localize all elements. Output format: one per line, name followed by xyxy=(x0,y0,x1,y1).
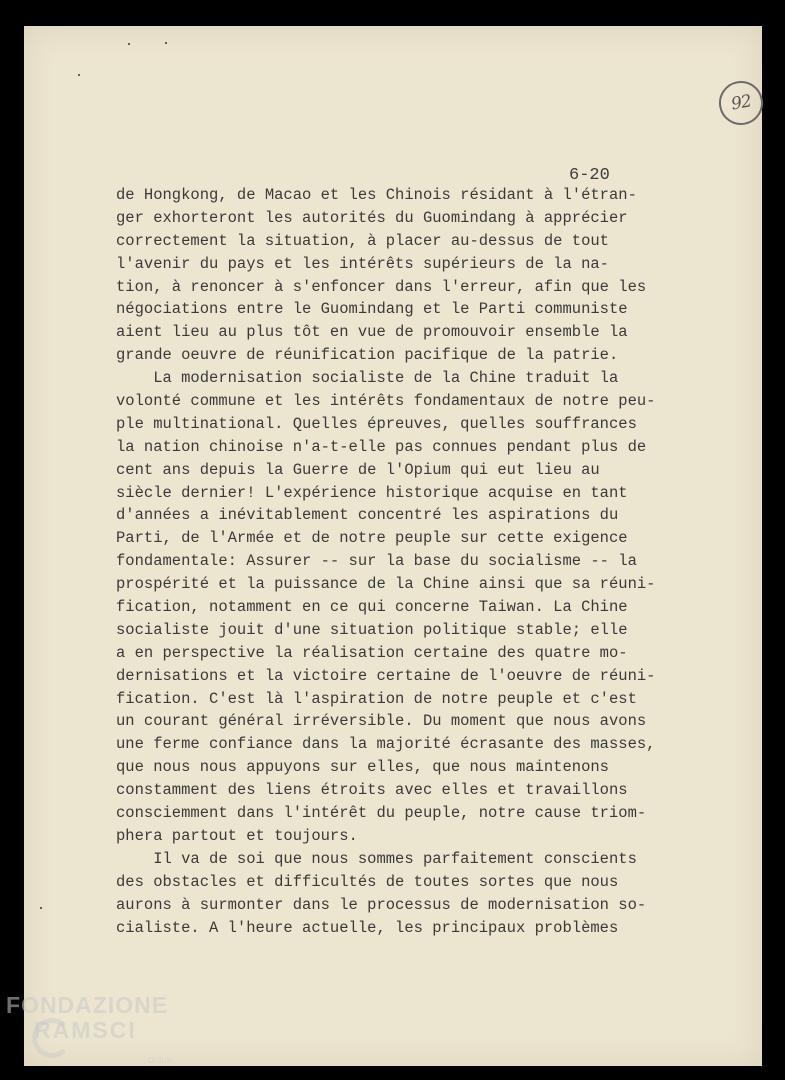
speck-mark xyxy=(128,43,130,45)
text-line: ple multinational. Quelles épreuves, quelles souffrances xyxy=(116,414,637,433)
typed-body-text xyxy=(116,184,656,939)
text-line: a en perspective la réalisation certaine des quatre mo- xyxy=(116,643,628,662)
text-line: l'avenir du pays et les intérêts supérieurs de la na- xyxy=(116,254,609,273)
text-line: cialiste. A l'heure actuelle, les principaux problèmes xyxy=(116,918,619,937)
text-line: La modernisation socialiste de la Chine traduit la xyxy=(116,369,619,388)
text-line: fondamentale: Assurer -- sur la base du socialisme -- la xyxy=(116,552,637,571)
text-line: socialiste jouit d'une situation politique stable; elle xyxy=(116,620,628,639)
fondazione-gramsci-watermark xyxy=(6,994,168,1042)
text-line: négociations entre le Guomindang et le Parti communiste xyxy=(116,300,628,319)
text-line: constamment des liens étroits avec elles et travaillons xyxy=(116,781,628,800)
speck-mark xyxy=(78,74,80,76)
page-number: 6-20 xyxy=(569,166,610,185)
text-line: ger exhorteront les autorités du Guomindang à apprécier xyxy=(116,208,628,227)
text-line: siècle dernier! L'expérience historique acquise en tant xyxy=(116,483,628,502)
watermark-line-1: FONDAZIONE xyxy=(6,992,169,1018)
text-line: d'années a inévitablement concentré les aspirations du xyxy=(116,506,619,525)
text-line: dernisations et la victoire certaine de l'oeuvre de réuni- xyxy=(116,666,656,685)
text-line: fication. C'est là l'aspiration de notre peuple et c'est xyxy=(116,689,637,708)
text-line: correctement la situation, à placer au-dessus de tout xyxy=(116,231,609,250)
text-line: la nation chinoise n'a-t-elle pas connues pendant plus de xyxy=(116,437,647,456)
text-line: grande oeuvre de réunification pacifique de la patrie. xyxy=(116,346,619,365)
archive-page-number: 92 xyxy=(729,91,753,115)
text-line: fication, notamment en ce qui concerne Taiwan. La Chine xyxy=(116,598,628,617)
text-line: un courant général irréversible. Du moment que nous avons xyxy=(116,712,647,731)
text-line: des obstacles et difficultés de toutes sortes que nous xyxy=(116,872,619,891)
text-line: cent ans depuis la Guerre de l'Opium qui eut lieu au xyxy=(116,460,600,479)
watermark-small-text: onlus xyxy=(148,1055,172,1066)
text-line: Parti, de l'Armée et de notre peuple sur cette exigence xyxy=(116,529,628,548)
text-line: aient lieu au plus tôt en vue de promouvoir ensemble la xyxy=(116,323,628,342)
text-line: une ferme confiance dans la majorité écrasante des masses, xyxy=(116,735,656,754)
text-line: que nous nous appuyons sur elles, que nous maintenons xyxy=(116,758,609,777)
archive-page-stamp xyxy=(716,78,767,129)
text-line: tion, à renoncer à s'enfoncer dans l'erreur, afin que les xyxy=(116,277,647,296)
text-line: de Hongkong, de Macao et les Chinois résidant à l'étran- xyxy=(116,186,637,204)
text-line: volonté commune et les intérêts fondamentaux de notre peu- xyxy=(116,392,656,411)
text-line: phera partout et toujours. xyxy=(116,826,358,845)
watermark-line-2: RAMSCI xyxy=(34,1017,137,1043)
watermark-g-logo-icon xyxy=(32,1018,72,1058)
text-line: Il va de soi que nous sommes parfaitement conscients xyxy=(116,849,637,868)
text-line: aurons à surmonter dans le processus de modernisation so- xyxy=(116,895,647,914)
speck-mark xyxy=(40,907,42,909)
speck-mark xyxy=(165,42,167,44)
text-line: prospérité et la puissance de la Chine ainsi que sa réuni- xyxy=(116,575,656,594)
text-line: consciemment dans l'intérêt du peuple, notre cause triom- xyxy=(116,804,647,823)
